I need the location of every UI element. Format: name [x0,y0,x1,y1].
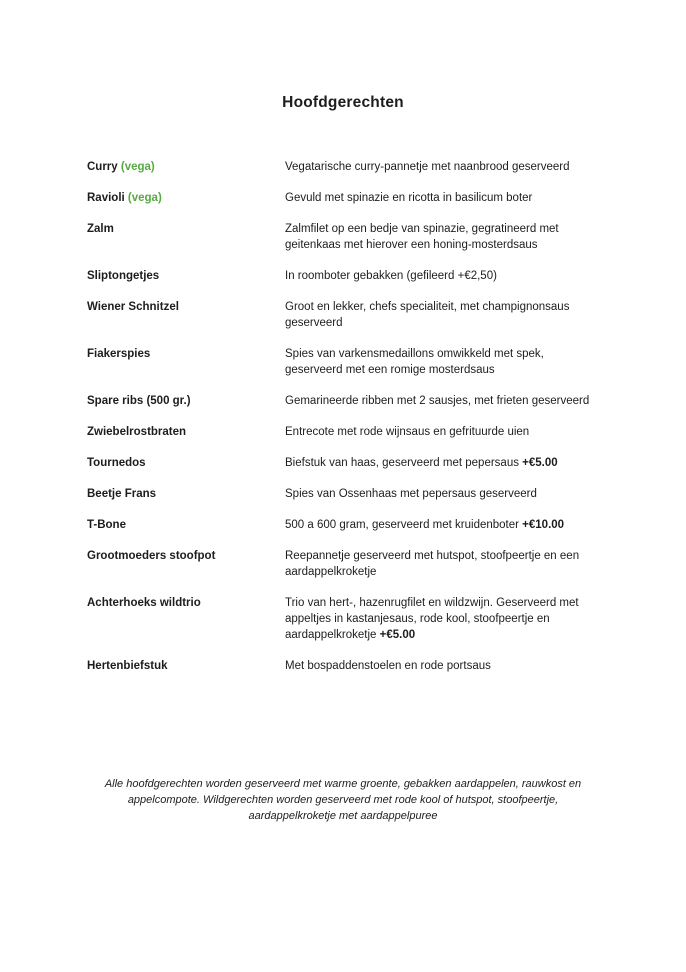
page-title: Hoofdgerechten [282,94,404,111]
item-name-text: Grootmoeders stoofpot [87,550,216,562]
item-description [285,159,600,175]
item-name [87,486,285,502]
menu-item-row [87,455,600,471]
item-description-text: Spies van varkensmedaillons omwikkeld met spek, geserveerd met een romige mosterdsaus [285,348,544,376]
menu-item-row [87,190,600,206]
item-name [87,658,285,674]
menu-item-row [87,517,600,533]
item-description [285,190,600,206]
item-name [87,299,285,315]
item-name-text: Beetje Frans [87,488,157,500]
item-name-text: Fiakerspies [87,348,151,360]
item-description [285,486,600,502]
item-description-text: Gemarineerde ribben met 2 sausjes, met frieten geserveerd [285,395,590,407]
item-description [285,393,600,409]
item-description [285,221,600,253]
item-name-text: Spare ribs (500 gr.) [87,395,191,407]
item-description-text: Entrecote met rode wijnsaus en gefrituurde uien [285,426,530,438]
item-description-text: Biefstuk van haas, geserveerd met pepersaus [285,457,523,469]
item-description [285,595,600,643]
menu-item-row [87,424,600,440]
item-description [285,424,600,440]
menu-item-row [87,393,600,409]
menu-item-row [87,346,600,378]
menu-item-row [87,486,600,502]
item-description [285,517,600,533]
vega-tag: (vega) [124,192,162,204]
item-name [87,221,285,237]
item-description [285,268,600,284]
item-name [87,455,285,471]
menu-item-row [87,658,600,674]
item-description-text: Gevuld met spinazie en ricotta in basilicum boter [285,192,533,204]
item-description-text: Met bospaddenstoelen en rode portsaus [285,660,491,672]
item-name-text: Zwiebelrostbraten [87,426,187,438]
item-name [87,517,285,533]
price-badge: +€10.00 [522,519,565,531]
item-description [285,299,600,331]
item-name-text: Curry [87,161,118,173]
item-description-text: Trio van hert-, hazenrugfilet en wildzwijn. Geserveerd met appeltjes in kastanjesaus, rode kool, stoofpeertje en aardappelkroketje [285,597,579,641]
item-name [87,190,285,206]
item-name-text: Achterhoeks wildtrio [87,597,201,609]
item-description-text: Vegatarische curry-pannetje met naanbrood geserveerd [285,161,570,173]
price-badge: +€5.00 [522,457,558,469]
menu-item-row [87,159,600,175]
item-description [285,548,600,580]
item-name-text: Ravioli [87,192,125,204]
item-name-text: T-Bone [87,519,126,531]
price-badge: +€5.00 [379,629,416,641]
menu-item-row [87,268,600,284]
item-name [87,268,285,284]
item-description-text: Spies van Ossenhaas met pepersaus geserveerd [285,488,537,500]
item-description [285,346,600,378]
item-description-text: Zalmfilet op een bedje van spinazie, gegratineerd met geitenkaas met hierover een honing-mosterdsaus [285,223,559,251]
menu-item-row [87,595,600,643]
menu-list [87,159,600,674]
item-name [87,548,285,564]
item-description-text: In roomboter gebakken (gefileerd +€2,50) [285,270,497,282]
menu-item-row [87,299,600,331]
item-name-text: Wiener Schnitzel [87,301,179,313]
footnote: Alle hoofdgerechten worden geserveerd met warme groente, gebakken aardappelen, rauwkost en appelcompote. Wildgerechten worden geserveerd met rode kool of hutspot, stoofpeertje, aardappelkroketje met aardappelpuree [104,778,582,822]
item-description-text: Reepannetje geserveerd met hutspot, stoofpeertje en een aardappelkroketje [285,550,580,578]
item-name [87,393,285,409]
item-name [87,346,285,362]
item-name-text: Sliptongetjes [87,270,160,282]
item-name [87,424,285,440]
item-description-text: 500 a 600 gram, geserveerd met kruidenboter [285,519,523,531]
item-description [285,455,600,471]
menu-item-row [87,221,600,253]
item-name [87,159,285,175]
vega-tag: (vega) [117,161,155,173]
item-name [87,595,285,611]
item-description-text: Groot en lekker, chefs specialiteit, met champignonsaus geserveerd [285,301,570,329]
item-name-text: Zalm [87,223,114,235]
item-name-text: Hertenbiefstuk [87,660,168,672]
menu-item-row [87,548,600,580]
item-description [285,658,600,674]
item-name-text: Tournedos [87,457,146,469]
